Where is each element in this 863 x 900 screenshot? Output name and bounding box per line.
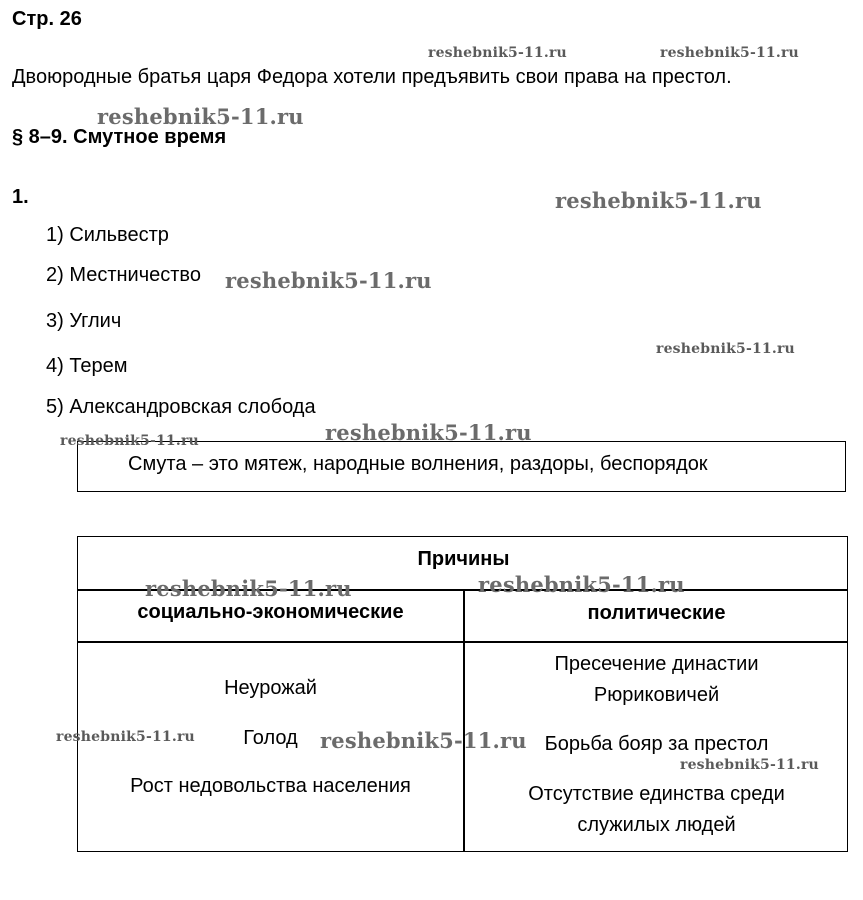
watermark: reshebnik5-11.ru (97, 104, 304, 129)
watermark: reshebnik5-11.ru (320, 728, 527, 753)
watermark: reshebnik5-11.ru (60, 433, 199, 449)
political-cause: Рюриковичей (593, 684, 720, 706)
answer-item: 5) Александровская слобода (46, 396, 316, 418)
answer-item: 3) Углич (46, 310, 122, 332)
page-number: Стр. 26 (12, 8, 82, 30)
answer-item: 1) Сильвестр (46, 224, 169, 246)
socioeconomic-cause: Голод (243, 727, 298, 749)
top-sentence: Двоюродные братья царя Федора хотели предъявить свои права на престол. (12, 66, 732, 88)
table-divider (463, 589, 465, 851)
political-cause: служилых людей (577, 814, 736, 836)
watermark: reshebnik5-11.ru (680, 757, 819, 773)
political-cause: Борьба бояр за престол (544, 733, 769, 755)
socioeconomic-cause: Неурожай (224, 677, 317, 699)
political-cause: Пресечение династии (554, 653, 759, 675)
watermark: reshebnik5-11.ru (325, 420, 532, 445)
column-header-socioeconomic: социально-экономические (137, 601, 404, 623)
answer-item: 4) Терем (46, 355, 128, 377)
watermark: reshebnik5-11.ru (225, 268, 432, 293)
task-number: 1. (12, 186, 29, 208)
column-header-political: политические (587, 602, 726, 624)
watermark: reshebnik5-11.ru (478, 572, 685, 597)
section-heading: § 8–9. Смутное время (12, 126, 227, 148)
political-cause: Отсутствие единства среди (528, 783, 785, 805)
watermark: reshebnik5-11.ru (656, 341, 795, 357)
definition-text: Смута – это мятеж, народные волнения, раздоры, беспорядок (128, 453, 708, 475)
watermark: reshebnik5-11.ru (428, 45, 567, 61)
table-title: Причины (417, 548, 510, 570)
watermark: reshebnik5-11.ru (145, 576, 352, 601)
watermark: reshebnik5-11.ru (660, 45, 799, 61)
watermark: reshebnik5-11.ru (56, 729, 195, 745)
watermark: reshebnik5-11.ru (555, 188, 762, 213)
socioeconomic-cause: Рост недовольства населения (130, 775, 411, 797)
answer-item: 2) Местничество (46, 264, 201, 286)
